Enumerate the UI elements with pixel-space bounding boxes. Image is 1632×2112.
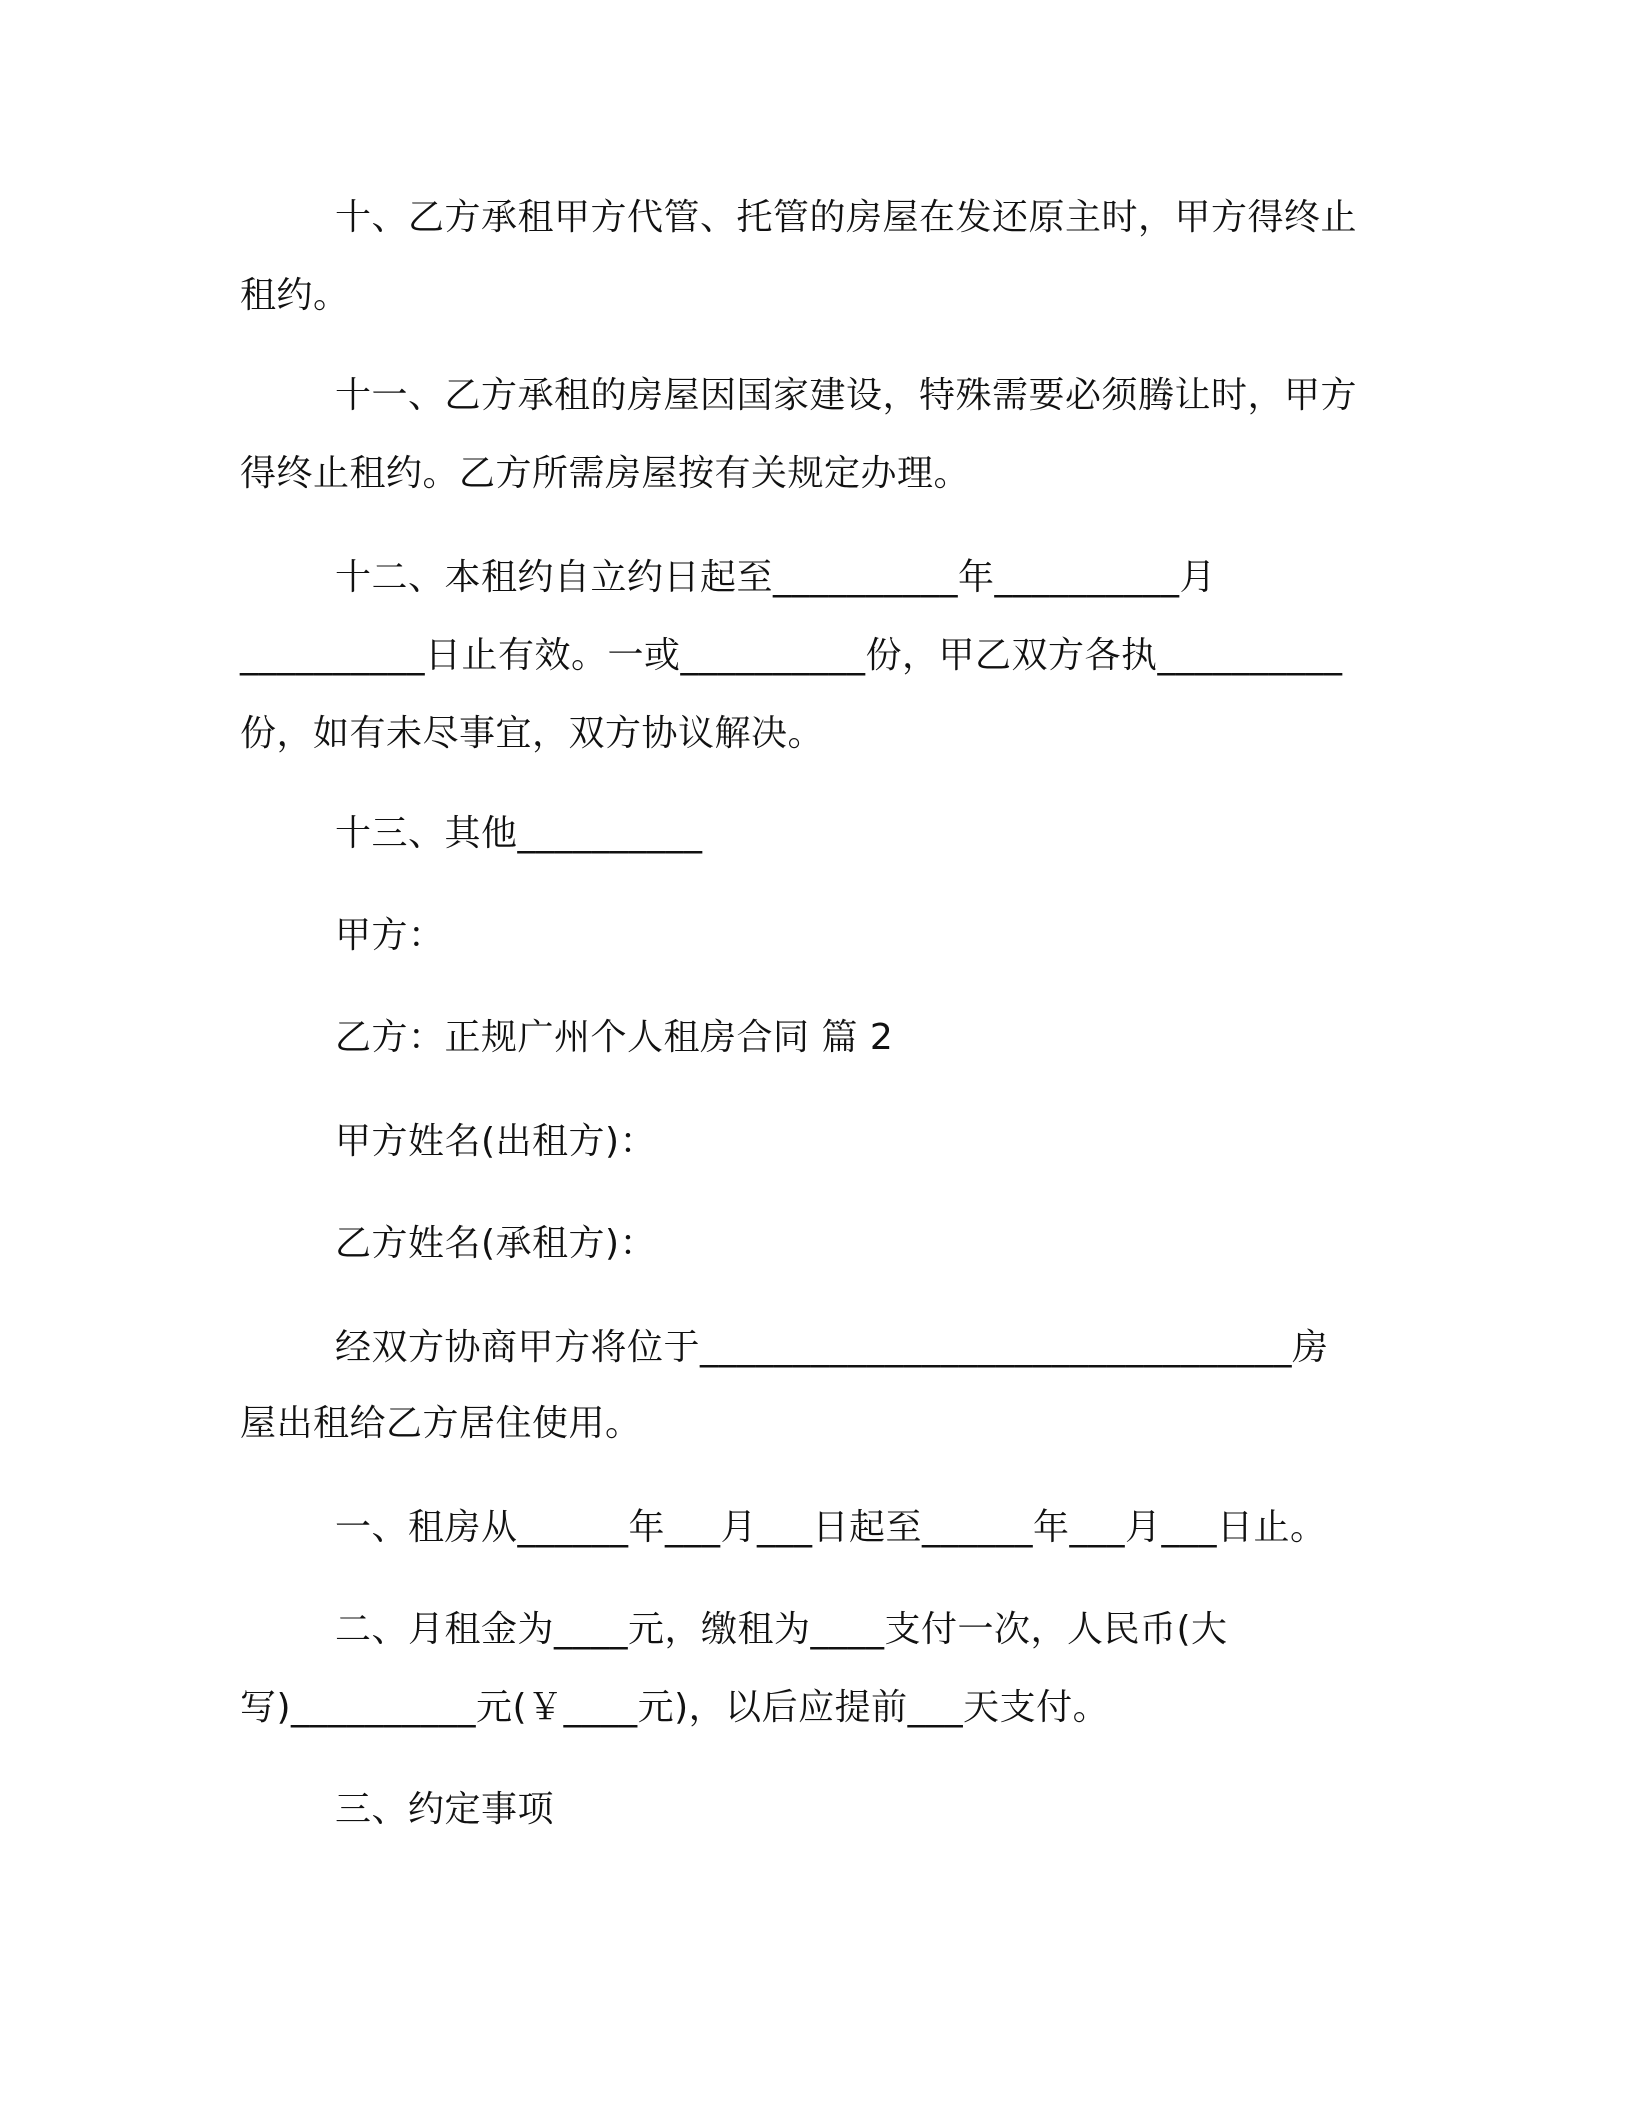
property-location-line-2: 屋出租给乙方居住使用。 [240, 1403, 642, 1444]
clause-13-line: 十三、其他__________ [335, 813, 703, 854]
tenant-name-line: 乙方姓名(承租方)： [335, 1223, 657, 1264]
agreed-matters-heading: 三、约定事项 [335, 1789, 555, 1830]
landlord-name-line: 甲方姓名(出租方)： [335, 1121, 657, 1162]
party-a-signature-line: 甲方： [335, 915, 445, 956]
rent-amount-line-1: 二、月租金为____元，缴租为____支付一次，人民币(大 [335, 1609, 1228, 1650]
clause-10-line-2: 租约。 [240, 275, 350, 316]
clause-11-line-1: 十一、乙方承租的房屋因国家建设，特殊需要必须腾让时，甲方 [335, 375, 1358, 416]
rent-amount-line-2: 写)__________元(￥____元)，以后应提前___天支付。 [240, 1687, 1110, 1728]
clause-11-line-2: 得终止租约。乙方所需房屋按有关规定办理。 [240, 453, 971, 494]
clause-12-line-1: 十二、本租约自立约日起至__________年__________月 [335, 557, 1217, 598]
clause-10-line-1: 十、乙方承租甲方代管、托管的房屋在发还原主时，甲方得终止 [335, 197, 1358, 238]
clause-12-line-3: 份，如有未尽事宜，双方协议解决。 [240, 713, 825, 754]
clause-12-line-2: __________日止有效。一或__________份，甲乙双方各执__________ [240, 635, 1343, 676]
party-b-and-title-line: 乙方：正规广州个人租房合同 篇 2 [335, 1017, 894, 1058]
property-location-line-1: 经双方协商甲方将位于________________________________房 [335, 1327, 1329, 1368]
rental-period-line: 一、租房从______年___月___日起至______年___月___日止。 [335, 1507, 1327, 1548]
